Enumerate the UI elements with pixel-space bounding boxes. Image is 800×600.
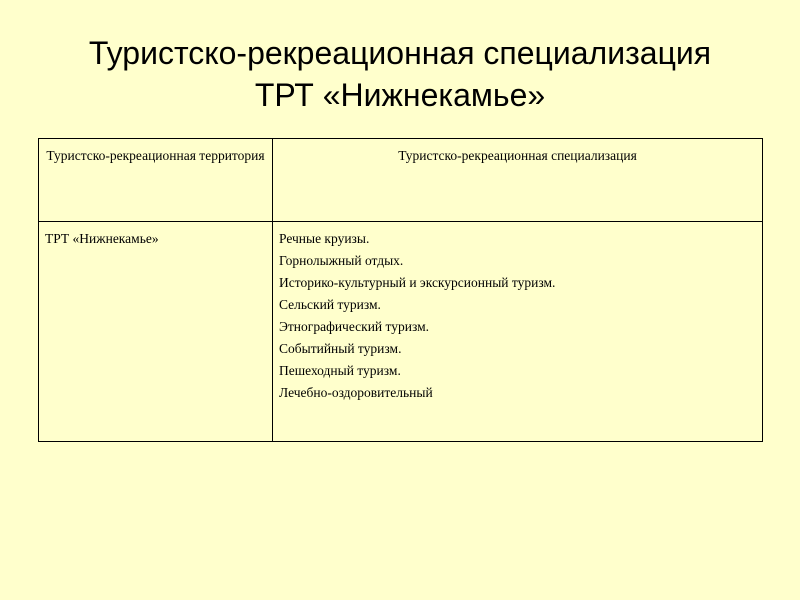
table-header-row bbox=[39, 139, 763, 222]
slide-title-line-2: ТРТ «Нижнекамье» bbox=[254, 77, 546, 113]
specialization-list bbox=[279, 228, 761, 404]
specialization-item: Сельский туризм. bbox=[279, 297, 381, 312]
slide-title bbox=[0, 32, 800, 116]
specialization-item: Историко-культурный и экскурсионный туризм. bbox=[279, 275, 556, 290]
specialization-item: Речные круизы. bbox=[279, 231, 370, 246]
cell-territory: ТРТ «Нижнекамье» bbox=[39, 222, 273, 442]
specialization-item: Лечебно-оздоровительный bbox=[279, 385, 433, 400]
table-row bbox=[39, 222, 763, 442]
slide-title-line-1: Туристско-рекреационная специализация bbox=[88, 35, 712, 71]
specialization-item: Пешеходный туризм. bbox=[279, 363, 401, 378]
specialization-table bbox=[38, 138, 763, 442]
header-territory: Туристско-рекреационная территория bbox=[39, 139, 273, 222]
header-specialization: Туристско-рекреационная специализация bbox=[273, 139, 763, 222]
cell-specializations bbox=[273, 222, 763, 442]
specialization-item: Горнолыжный отдых. bbox=[279, 253, 404, 268]
specialization-item: Событийный туризм. bbox=[279, 341, 402, 356]
specialization-item: Этнографический туризм. bbox=[279, 319, 430, 334]
